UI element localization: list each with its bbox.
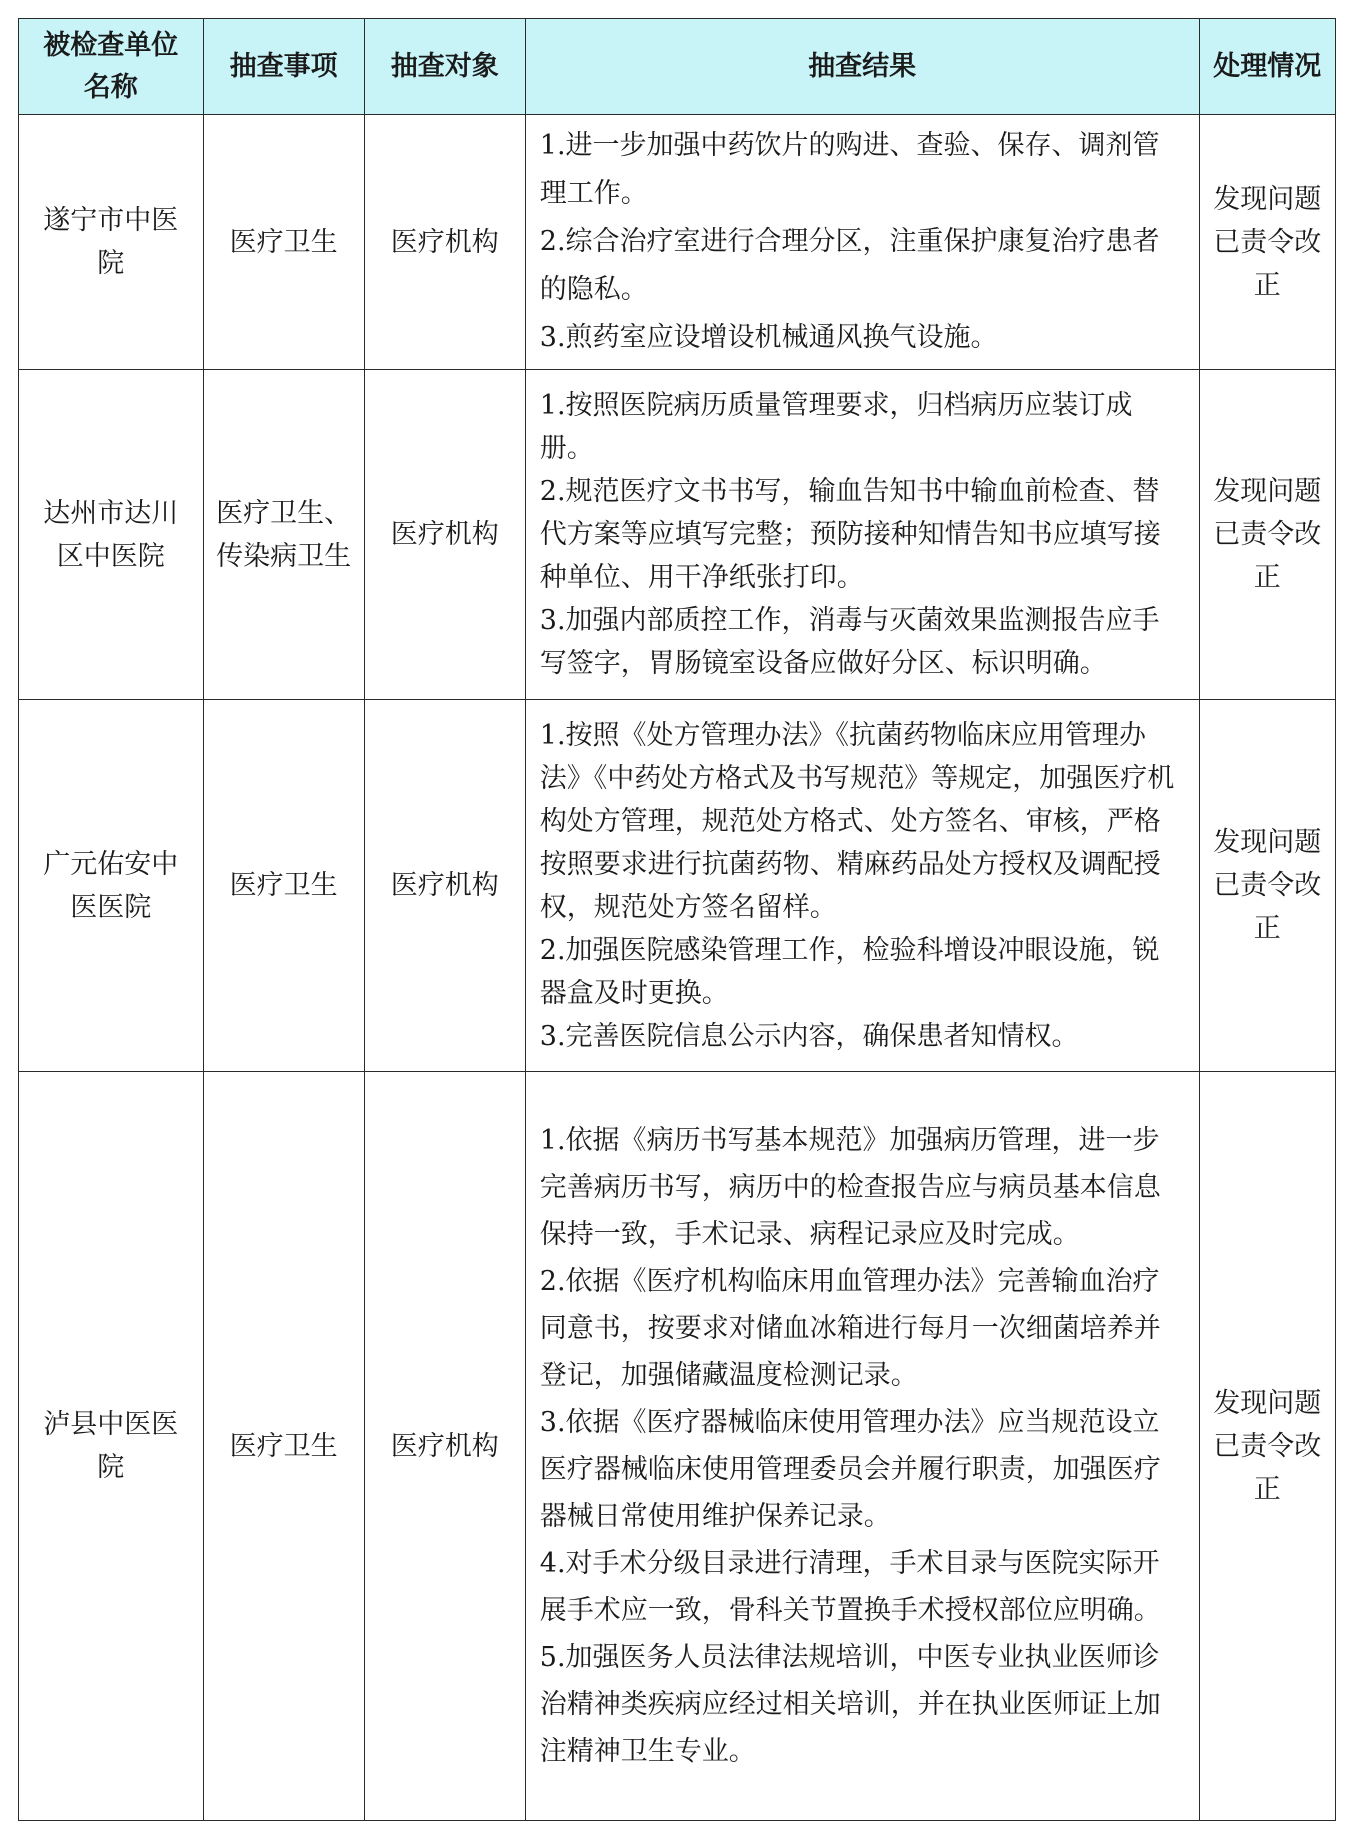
table-body bbox=[19, 115, 1336, 1821]
item-cell: 医疗卫生 bbox=[203, 115, 364, 370]
header-row bbox=[19, 19, 1336, 115]
result-line: 3.依据《医疗器械临床使用管理办法》应当规范设立医疗器械临床使用管理委员会并履行职责，加强医疗器械日常使用维护保养记录。 bbox=[539, 1407, 1161, 1532]
header-unit: 被检查单位名称 bbox=[19, 19, 204, 115]
result-line: 3.完善医院信息公示内容，确保患者知情权。 bbox=[539, 1020, 1079, 1052]
result-cell bbox=[525, 700, 1199, 1072]
result-line: 1.依据《病历书写基本规范》加强病历管理，进一步完善病历书写，病历中的检查报告应与病员基本信息保持一致，手术记录、病程记录应及时完成。 bbox=[539, 1125, 1161, 1250]
table-row bbox=[19, 115, 1336, 370]
handling-cell: 发现问题已责令改正 bbox=[1199, 370, 1335, 700]
result-line: 1.按照医院病历质量管理要求，归档病历应装订成册。 bbox=[539, 390, 1133, 464]
handling-cell: 发现问题已责令改正 bbox=[1199, 700, 1335, 1072]
table-row bbox=[19, 700, 1336, 1072]
result-line: 1.按照《处方管理办法》《抗菌药物临床应用管理办法》《中药处方格式及书写规范》等规定，加强医疗机构处方管理，规范处方格式、处方签名、审核，严格按照要求进行抗菌药物、精麻药品处方授权及调配授权，规范处方签名留样。 bbox=[539, 719, 1175, 923]
table-header bbox=[19, 19, 1336, 115]
unit-cell: 达州市达川区中医院 bbox=[19, 370, 204, 700]
unit-cell: 泸县中医医院 bbox=[19, 1072, 204, 1821]
result-line: 1.进一步加强中药饮片的购进、查验、保存、调剂管理工作。 bbox=[539, 130, 1160, 209]
result-cell bbox=[525, 115, 1199, 370]
table-row bbox=[19, 370, 1336, 700]
result-line: 2.规范医疗文书书写，输血告知书中输血前检查、替代方案等应填写完整；预防接种知情告知书应填写接种单位、用干净纸张打印。 bbox=[539, 476, 1161, 593]
item-cell: 医疗卫生 bbox=[203, 1072, 364, 1821]
header-target: 抽查对象 bbox=[364, 19, 525, 115]
unit-cell: 广元佑安中医医院 bbox=[19, 700, 204, 1072]
target-cell: 医疗机构 bbox=[364, 1072, 525, 1821]
result-line: 3.煎药室应设增设机械通风换气设施。 bbox=[539, 322, 998, 353]
result-line: 2.依据《医疗机构临床用血管理办法》完善输血治疗同意书，按要求对储血冰箱进行每月一次细菌培养并登记，加强储藏温度检测记录。 bbox=[539, 1266, 1161, 1391]
result-line: 3.加强内部质控工作，消毒与灭菌效果监测报告应手写签字，胃肠镜室设备应做好分区、标识明确。 bbox=[539, 605, 1160, 679]
table-row bbox=[19, 1072, 1336, 1821]
header-item: 抽查事项 bbox=[203, 19, 364, 115]
handling-cell: 发现问题已责令改正 bbox=[1199, 115, 1335, 370]
result-cell bbox=[525, 370, 1199, 700]
item-cell: 医疗卫生、传染病卫生 bbox=[203, 370, 364, 700]
target-cell: 医疗机构 bbox=[364, 115, 525, 370]
result-line: 2.加强医院感染管理工作，检验科增设冲眼设施，锐器盒及时更换。 bbox=[539, 934, 1160, 1009]
target-cell: 医疗机构 bbox=[364, 700, 525, 1072]
result-cell bbox=[525, 1072, 1199, 1821]
handling-cell: 发现问题已责令改正 bbox=[1199, 1072, 1335, 1821]
item-cell: 医疗卫生 bbox=[203, 700, 364, 1072]
unit-cell: 遂宁市中医院 bbox=[19, 115, 204, 370]
header-handling: 处理情况 bbox=[1199, 19, 1335, 115]
inspection-table bbox=[18, 18, 1336, 1821]
result-line: 4.对手术分级目录进行清理，手术目录与医院实际开展手术应一致，骨科关节置换手术授权部位应明确。 bbox=[539, 1548, 1161, 1626]
result-line: 2.综合治疗室进行合理分区，注重保护康复治疗患者的隐私。 bbox=[539, 226, 1160, 305]
header-result: 抽查结果 bbox=[525, 19, 1199, 115]
target-cell: 医疗机构 bbox=[364, 370, 525, 700]
result-line: 5.加强医务人员法律法规培训，中医专业执业医师诊治精神类疾病应经过相关培训，并在执业医师证上加注精神卫生专业。 bbox=[539, 1642, 1161, 1767]
